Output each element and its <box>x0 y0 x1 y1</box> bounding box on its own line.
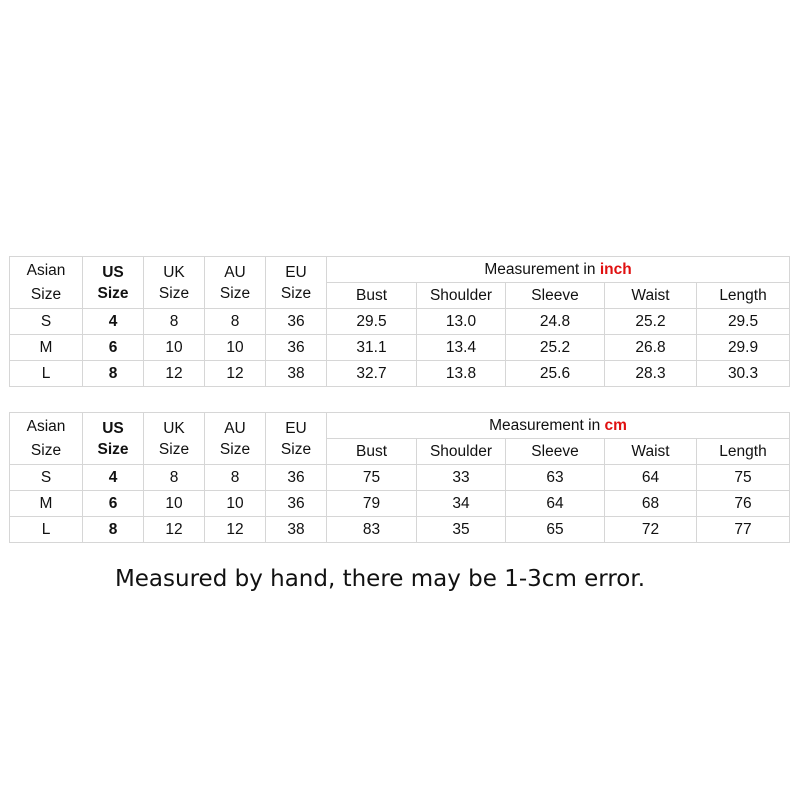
cell-sleeve: 65 <box>506 517 605 543</box>
cell-au: 10 <box>205 491 266 517</box>
size-table-cm <box>9 412 790 543</box>
column-header-length: Length <box>697 283 790 309</box>
cell-waist: 25.2 <box>605 309 697 335</box>
cell-length: 29.9 <box>697 335 790 361</box>
column-header-shoulder: Shoulder <box>417 439 506 465</box>
cell-uk: 10 <box>144 335 205 361</box>
cell-uk: 10 <box>144 491 205 517</box>
measurement-title: Measurement in cm <box>327 413 790 439</box>
cell-waist: 72 <box>605 517 697 543</box>
column-header-bust: Bust <box>327 439 417 465</box>
column-header-waist: Waist <box>605 283 697 309</box>
header-eu-size: EU Size <box>266 413 327 465</box>
header-asian-size: Asian Size <box>10 257 83 309</box>
cell-length: 76 <box>697 491 790 517</box>
cell-asian: L <box>10 517 83 543</box>
cell-uk: 12 <box>144 361 205 387</box>
cell-au: 10 <box>205 335 266 361</box>
cell-length: 77 <box>697 517 790 543</box>
cell-asian: M <box>10 491 83 517</box>
cell-eu: 36 <box>266 335 327 361</box>
cell-us: 6 <box>83 491 144 517</box>
cell-eu: 36 <box>266 491 327 517</box>
cell-asian: M <box>10 335 83 361</box>
cell-bust: 83 <box>327 517 417 543</box>
cell-sleeve: 25.6 <box>506 361 605 387</box>
cell-sleeve: 64 <box>506 491 605 517</box>
cell-au: 8 <box>205 465 266 491</box>
table-row <box>10 309 790 335</box>
header-asian-size: Asian Size <box>10 413 83 465</box>
cell-eu: 38 <box>266 361 327 387</box>
cell-us: 4 <box>83 309 144 335</box>
cell-shoulder: 35 <box>417 517 506 543</box>
measurement-unit: inch <box>599 260 632 278</box>
cell-sleeve: 24.8 <box>506 309 605 335</box>
table-row <box>10 465 790 491</box>
cell-au: 12 <box>205 517 266 543</box>
cell-asian: S <box>10 465 83 491</box>
size-table-inch <box>9 256 790 387</box>
cell-eu: 36 <box>266 465 327 491</box>
cell-bust: 75 <box>327 465 417 491</box>
column-header-bust: Bust <box>327 283 417 309</box>
cell-waist: 28.3 <box>605 361 697 387</box>
cell-waist: 68 <box>605 491 697 517</box>
cell-au: 12 <box>205 361 266 387</box>
cell-uk: 12 <box>144 517 205 543</box>
cell-sleeve: 63 <box>506 465 605 491</box>
column-header-length: Length <box>697 439 790 465</box>
cell-bust: 31.1 <box>327 335 417 361</box>
cell-uk: 8 <box>144 309 205 335</box>
header-eu-size: EU Size <box>266 257 327 309</box>
cell-waist: 26.8 <box>605 335 697 361</box>
header-au-size: AU Size <box>205 413 266 465</box>
cell-waist: 64 <box>605 465 697 491</box>
cell-sleeve: 25.2 <box>506 335 605 361</box>
cell-eu: 36 <box>266 309 327 335</box>
cell-shoulder: 34 <box>417 491 506 517</box>
cell-shoulder: 13.4 <box>417 335 506 361</box>
table-row <box>10 361 790 387</box>
measurement-note: Measured by hand, there may be 1-3cm error. <box>114 566 646 592</box>
cell-length: 30.3 <box>697 361 790 387</box>
cell-eu: 38 <box>266 517 327 543</box>
cell-asian: L <box>10 361 83 387</box>
table-row <box>10 491 790 517</box>
table-row <box>10 517 790 543</box>
header-uk-size: UK Size <box>144 257 205 309</box>
header-us-size: US Size <box>83 257 144 309</box>
measurement-unit: cm <box>604 416 627 434</box>
cell-length: 75 <box>697 465 790 491</box>
cell-shoulder: 13.0 <box>417 309 506 335</box>
cell-asian: S <box>10 309 83 335</box>
cell-bust: 29.5 <box>327 309 417 335</box>
cell-bust: 79 <box>327 491 417 517</box>
cell-us: 4 <box>83 465 144 491</box>
header-au-size: AU Size <box>205 257 266 309</box>
cell-us: 8 <box>83 361 144 387</box>
cell-au: 8 <box>205 309 266 335</box>
table-row <box>10 335 790 361</box>
cell-us: 6 <box>83 335 144 361</box>
cell-uk: 8 <box>144 465 205 491</box>
header-uk-size: UK Size <box>144 413 205 465</box>
cell-length: 29.5 <box>697 309 790 335</box>
cell-bust: 32.7 <box>327 361 417 387</box>
cell-us: 8 <box>83 517 144 543</box>
cell-shoulder: 13.8 <box>417 361 506 387</box>
column-header-sleeve: Sleeve <box>506 283 605 309</box>
measurement-title: Measurement in inch <box>327 257 790 283</box>
column-header-shoulder: Shoulder <box>417 283 506 309</box>
column-header-waist: Waist <box>605 439 697 465</box>
column-header-sleeve: Sleeve <box>506 439 605 465</box>
cell-shoulder: 33 <box>417 465 506 491</box>
header-us-size: US Size <box>83 413 144 465</box>
